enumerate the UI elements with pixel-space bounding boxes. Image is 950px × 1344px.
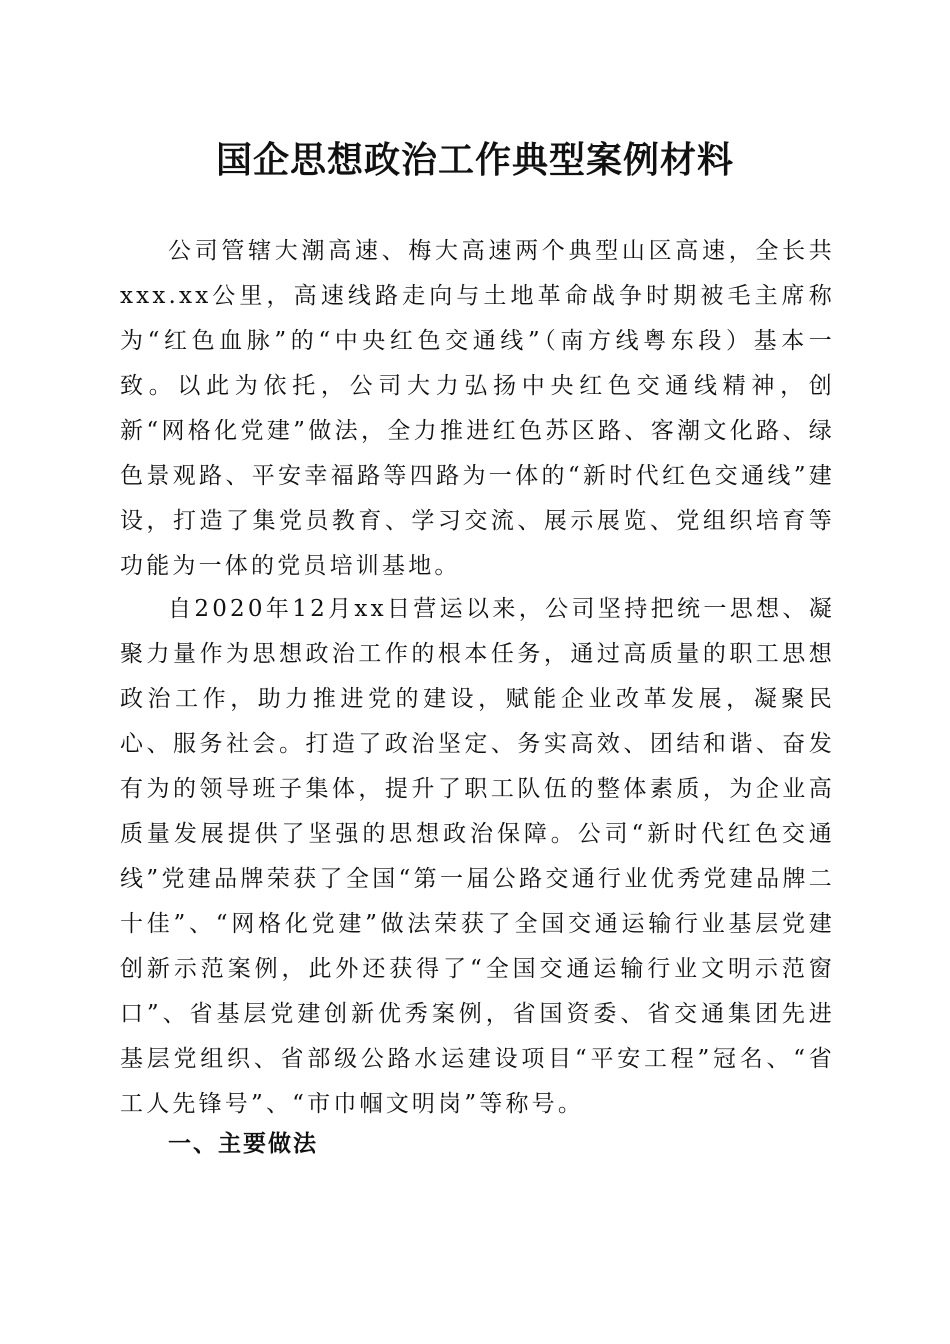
document-title: 国企思想政治工作典型案例材料 xyxy=(215,139,734,181)
body-paragraph-2: 自2020年12月xx日营运以来，公司坚持把统一思想、凝聚力量作为思想政治工作的根本任务，通过高质量的职工思想政治工作，助力推进党的建设，赋能企业改革发展，凝聚民心、服务社会。打造了政治坚定、务实高效、团结和谐、奋发有为的领导班子集体，提升了职工队伍的整体素质，为企业高质量发展提供了坚强的思想政治保障。公司“新时代红色交通线”党建品牌荣获了全国“第一届公路交通行业优秀党建品牌二十佳”、“网格化党建”做法荣获了全国交通运输行业基层党建创新示范案例，此外还获得了“全国交通运输行业文明示范窗口”、省基层党建创新优秀案例，省国资委、省交通集团先进基层党组织、省部级公路水运建设项目“平安工程”冠名、“省工人先锋号”、“市巾帼文明岗”等称号。 xyxy=(120,596,835,1117)
body-paragraph-1: 公司管辖大潮高速、梅大高速两个典型山区高速，全长共xxx.xx公里，高速线路走向与土地革命战争时期被毛主席称为“红色血脉”的“中央红色交通线”（南方线粤东段）基本一致。以此为依托，公司大力弘扬中央红色交通线精神，创新“网格化党建”做法，全力推进红色苏区路、客潮文化路、绿色景观路、平安幸福路等四路为一体的“新时代红色交通线”建设，打造了集党员教育、学习交流、展示展览、党组织培育等功能为一体的党员培训基地。 xyxy=(120,238,835,579)
section-heading: 一、主要做法 xyxy=(168,1131,318,1157)
